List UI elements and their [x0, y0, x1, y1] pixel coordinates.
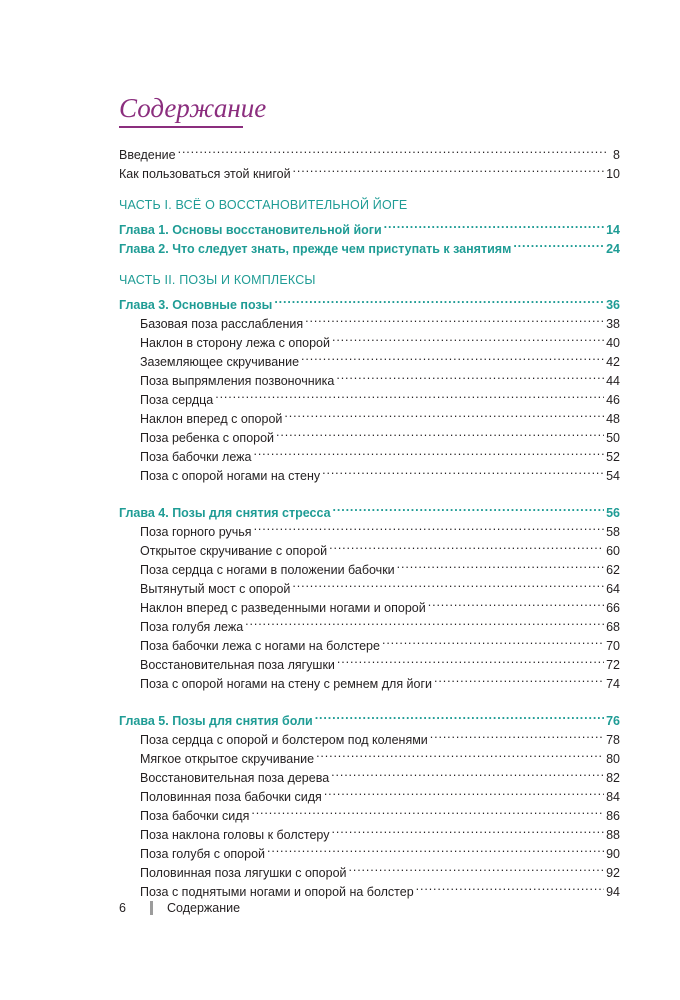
- table-of-contents: [119, 140, 620, 899]
- footer-page-number: 6: [119, 901, 126, 915]
- toc-page-number: 44: [606, 374, 620, 388]
- dot-leader: [332, 820, 605, 839]
- toc-entry-label: Поза голубя с опорой: [140, 847, 266, 861]
- toc-page-number: 64: [606, 582, 620, 596]
- toc-entry-label: Наклон вперед с опорой: [140, 412, 283, 426]
- toc-page-number: 50: [606, 431, 620, 445]
- dot-leader: [178, 140, 608, 159]
- toc-page-number: 10: [606, 167, 620, 181]
- toc-page-number: 48: [606, 412, 620, 426]
- toc-entry-label: Поза наклона головы к болстеру: [140, 828, 330, 842]
- toc-entry-label: Заземляющее скручивание: [140, 355, 300, 369]
- toc-page-number: 72: [606, 658, 620, 672]
- dot-leader: [382, 631, 604, 650]
- dot-leader: [316, 744, 604, 763]
- dot-leader: [336, 366, 604, 385]
- dot-leader: [284, 404, 604, 423]
- toc-page-number: 38: [606, 317, 620, 331]
- dot-leader: [292, 574, 604, 593]
- footer-section-title: Содержание: [167, 901, 241, 915]
- dot-leader: [332, 328, 604, 347]
- toc-page-number: 92: [606, 866, 620, 880]
- toc-entry-label: Глава 4. Позы для снятия стресса: [119, 506, 331, 520]
- toc-entry-label: Базовая поза расслабления: [140, 317, 304, 331]
- toc-entry-label: Глава 3. Основные позы: [119, 298, 273, 312]
- toc-page-number: 80: [606, 752, 620, 766]
- dot-leader: [276, 423, 604, 442]
- toc-entry-label: Поза горного ручья: [140, 525, 252, 539]
- dot-leader: [397, 555, 604, 574]
- page-title: Содержание: [119, 93, 267, 123]
- toc-entry-label: Поза сердца с опорой и болстером под коленями: [140, 733, 428, 747]
- chapter-5-entries: [119, 725, 620, 899]
- toc-page-number: 54: [606, 469, 620, 483]
- toc-page-number: 90: [606, 847, 620, 861]
- toc-page-number: 86: [606, 809, 620, 823]
- toc-entry-label: Поза выпрямления позвоночника: [140, 374, 335, 388]
- toc-page-number: 68: [606, 620, 620, 634]
- toc-entry-label: Восстановительная поза лягушки: [140, 658, 335, 672]
- toc-chapter-4[interactable]: [119, 498, 620, 520]
- toc-entry-label: Поза бабочки сидя: [140, 809, 250, 823]
- toc-chapter-1[interactable]: [119, 215, 620, 237]
- dot-leader: [337, 650, 604, 669]
- toc-page-number: 66: [606, 601, 620, 615]
- toc-page-number: 14: [606, 223, 620, 237]
- dot-leader: [428, 593, 604, 612]
- toc-entry-how-to-use[interactable]: [119, 159, 620, 181]
- toc-entry-label: Открытое скручивание с опорой: [140, 544, 328, 558]
- footer-separator: [150, 901, 153, 915]
- dot-leader: [513, 234, 604, 253]
- dot-leader: [254, 517, 605, 536]
- toc-entry-label: Как пользоваться этой книгой: [119, 167, 291, 181]
- toc-page-number: 76: [606, 714, 620, 728]
- dot-leader: [315, 706, 604, 725]
- dot-leader: [245, 612, 604, 631]
- dot-leader: [293, 159, 605, 178]
- toc-entry-label: Глава 5. Позы для снятия боли: [119, 714, 313, 728]
- toc-entry-label: Поза бабочки лежа с ногами на болстере: [140, 639, 380, 653]
- toc-entry-label: Восстановительная поза дерева: [140, 771, 330, 785]
- dot-leader: [416, 877, 604, 896]
- dot-leader: [329, 536, 604, 555]
- toc-entry-label: Половинная поза бабочки сидя: [140, 790, 322, 804]
- toc-chapter-3[interactable]: [119, 290, 620, 312]
- toc-entry-label: Поза с поднятыми ногами и опорой на болстер: [140, 885, 414, 899]
- toc-chapter-5[interactable]: [119, 706, 620, 728]
- toc-entry-label: Поза сердца: [140, 393, 214, 407]
- part-heading-1: ЧАСТЬ I. ВСЁ О ВОССТАНОВИТЕЛЬНОЙ ЙОГЕ: [119, 198, 408, 212]
- dot-leader: [384, 215, 604, 234]
- title-underline: [119, 126, 243, 128]
- toc-entry-label: Вытянутый мост с опорой: [140, 582, 291, 596]
- dot-leader: [324, 782, 604, 801]
- toc-page-number: 78: [606, 733, 620, 747]
- toc-entry-label: Поза с опорой ногами на стену: [140, 469, 321, 483]
- toc-entry-label: Поза с опорой ногами на стену с ремнем для йоги: [140, 677, 433, 691]
- toc-page-number: 82: [606, 771, 620, 785]
- toc-page-number: 24: [606, 242, 620, 256]
- toc-page-number: 58: [606, 525, 620, 539]
- toc-entry-label: Поза сердца с ногами в положении бабочки: [140, 563, 395, 577]
- toc-entry-label: Половинная поза лягушки с опорой: [140, 866, 347, 880]
- toc-page-number: 94: [606, 885, 620, 899]
- toc-page-number: 36: [606, 298, 620, 312]
- toc-entry-label: Поза голубя лежа: [140, 620, 244, 634]
- toc-page-number: 8: [613, 148, 620, 162]
- dot-leader: [301, 347, 604, 366]
- toc-page-number: 42: [606, 355, 620, 369]
- dot-leader: [305, 309, 604, 328]
- toc-page-number: 88: [606, 828, 620, 842]
- toc-page-number: 62: [606, 563, 620, 577]
- dot-leader: [434, 669, 604, 688]
- chapter-3-entries: [119, 309, 620, 483]
- chapter-4-entries: [119, 517, 620, 691]
- toc-page-number: 52: [606, 450, 620, 464]
- toc-page-number: 60: [606, 544, 620, 558]
- toc-page-number: 56: [606, 506, 620, 520]
- toc-entry-label: Наклон вперед с разведенными ногами и опорой: [140, 601, 426, 615]
- toc-page-number: 70: [606, 639, 620, 653]
- toc-page-number: 74: [606, 677, 620, 691]
- dot-leader: [215, 385, 604, 404]
- dot-leader: [274, 290, 604, 309]
- dot-leader: [267, 839, 604, 858]
- dot-leader: [333, 498, 605, 517]
- toc-entry-label: Введение: [119, 148, 176, 162]
- toc-entry-label: Поза ребенка с опорой: [140, 431, 275, 445]
- dot-leader: [349, 858, 605, 877]
- toc-entry-label: Поза бабочки лежа: [140, 450, 252, 464]
- toc-entry-label: Глава 2. Что следует знать, прежде чем приступать к занятиям: [119, 242, 512, 256]
- toc-page-number: 84: [606, 790, 620, 804]
- page-footer: [119, 901, 240, 915]
- dot-leader: [251, 801, 604, 820]
- toc-entry-label: Мягкое открытое скручивание: [140, 752, 315, 766]
- toc-entry-intro[interactable]: [119, 140, 620, 162]
- dot-leader: [253, 442, 604, 461]
- toc-page-number: 46: [606, 393, 620, 407]
- dot-leader: [331, 763, 604, 782]
- dot-leader: [430, 725, 604, 744]
- toc-page-number: 40: [606, 336, 620, 350]
- part-heading-2: ЧАСТЬ II. ПОЗЫ И КОМПЛЕКСЫ: [119, 273, 316, 287]
- dot-leader: [322, 461, 604, 480]
- toc-entry-label: Глава 1. Основы восстановительной йоги: [119, 223, 382, 237]
- toc-entry-label: Наклон в сторону лежа с опорой: [140, 336, 330, 350]
